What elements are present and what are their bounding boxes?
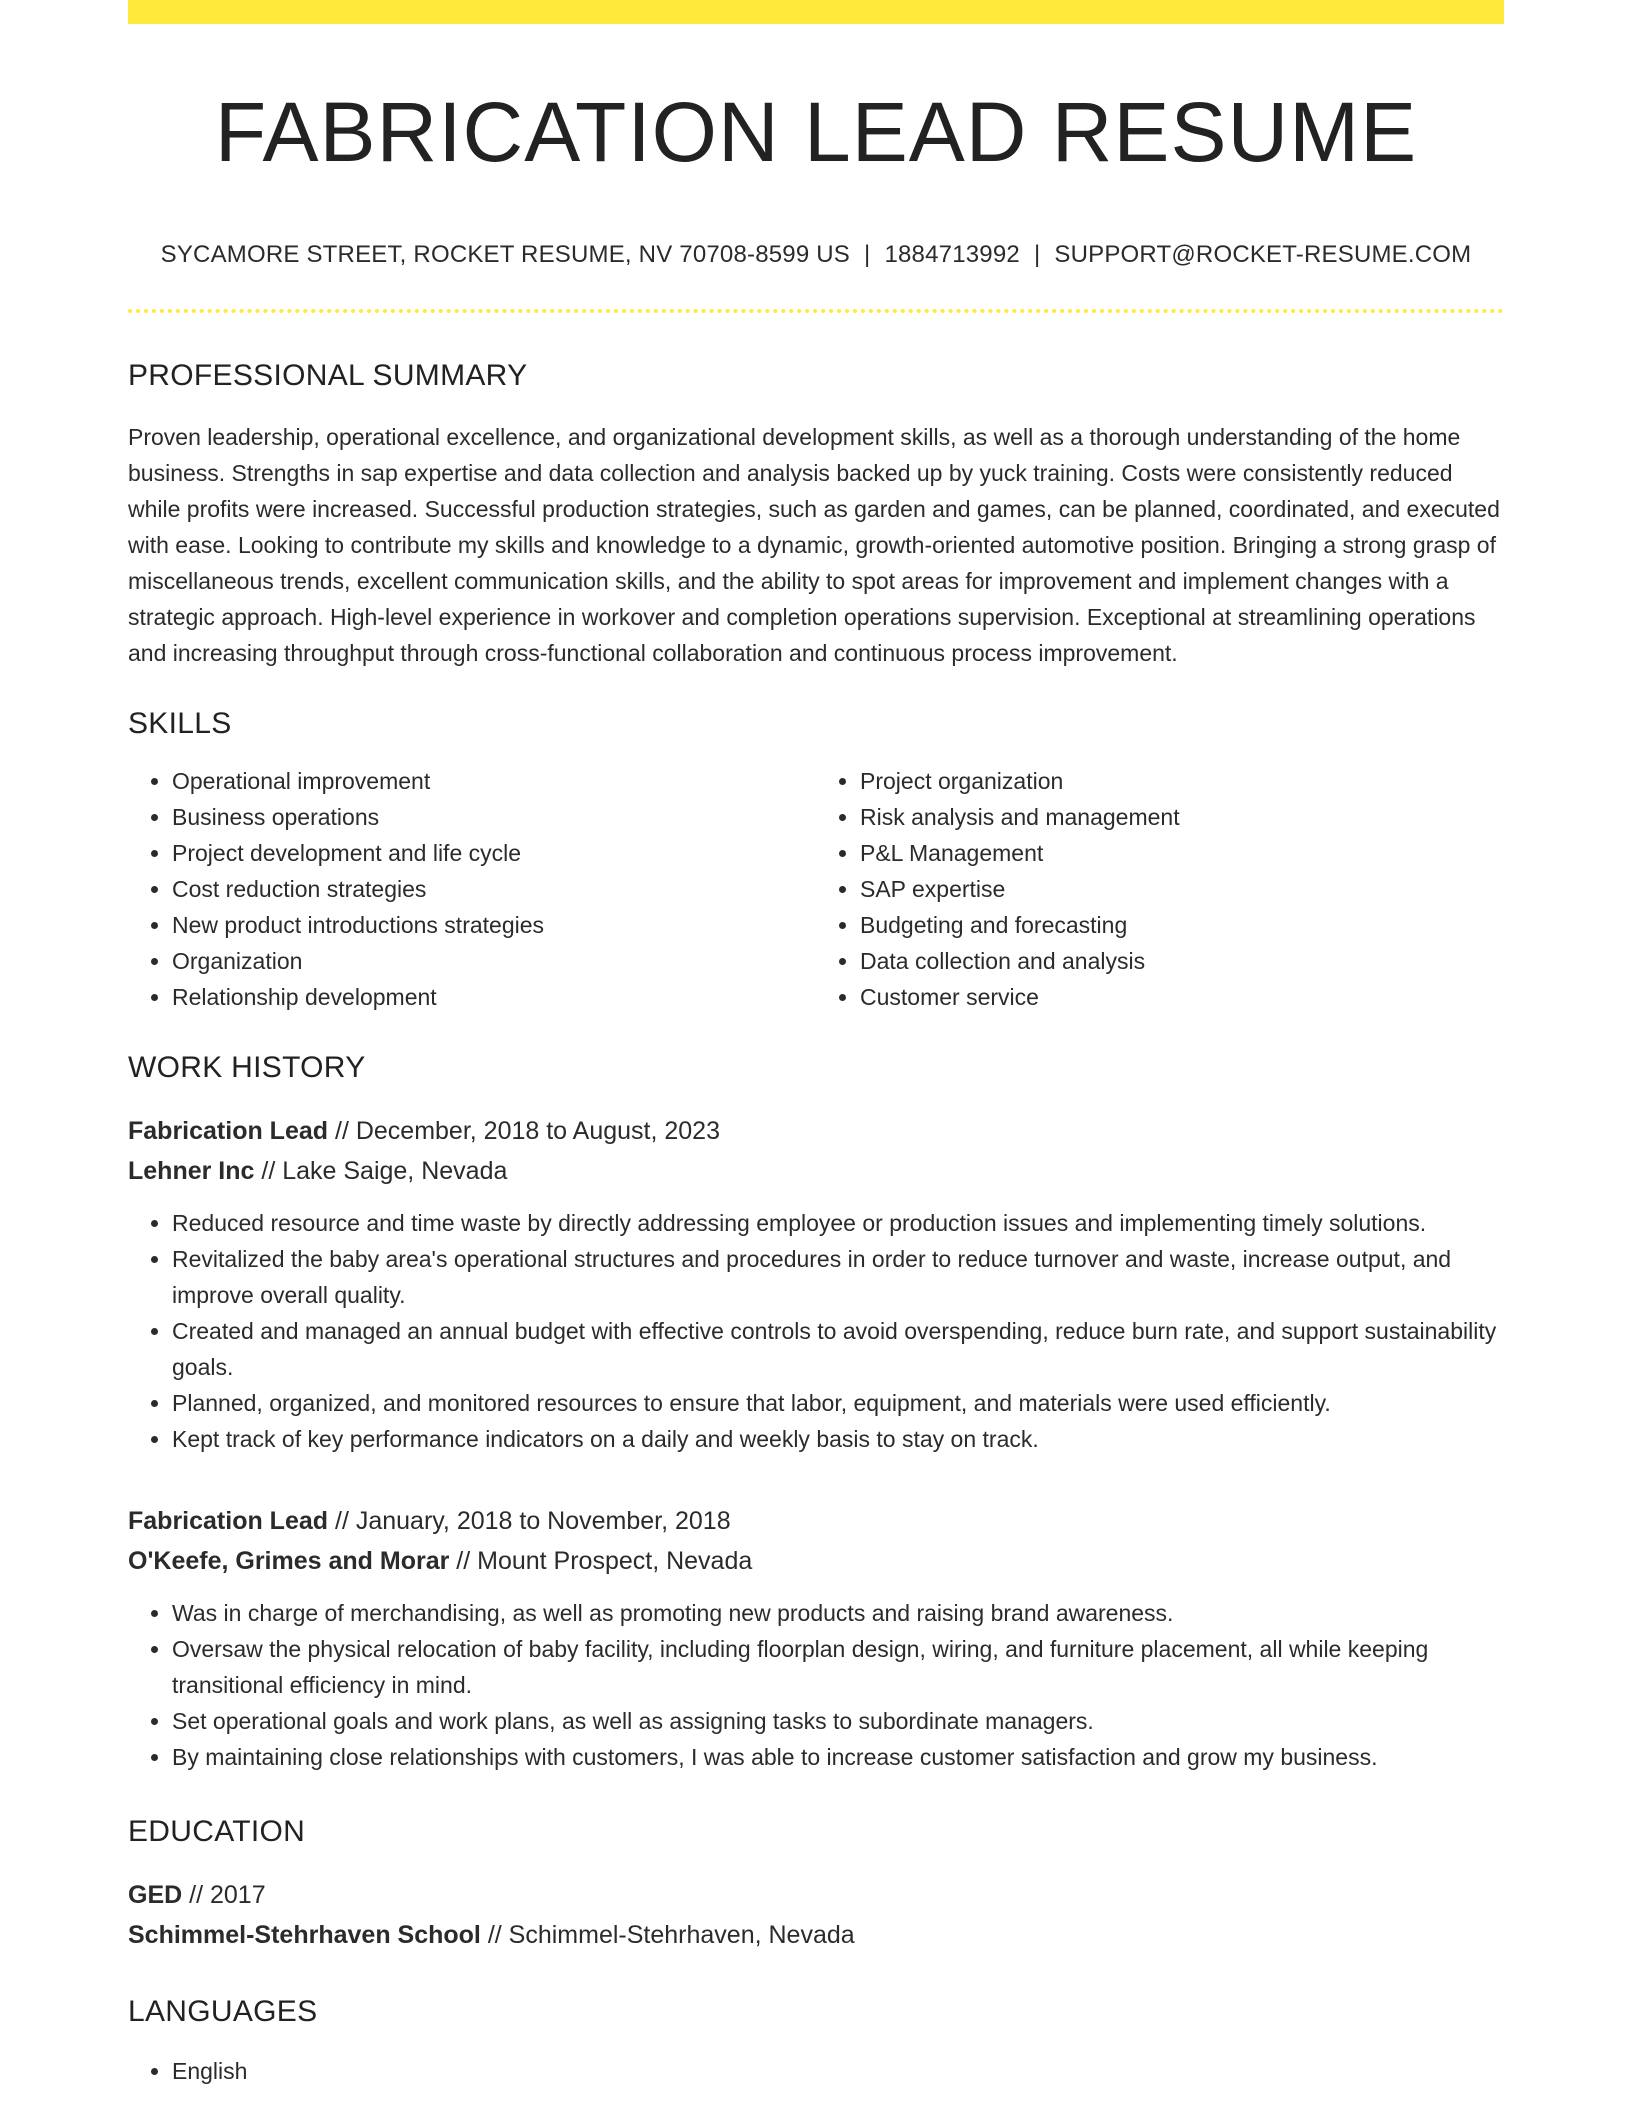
skill-item: • SAP expertise [860,871,1504,907]
job-location: // Lake Saige, Nevada [261,1156,508,1185]
skill-item: • Project development and life cycle [172,835,816,871]
education-location: // Schimmel-Stehrhaven, Nevada [487,1920,855,1949]
job-location: // Mount Prospect, Nevada [456,1546,753,1575]
summary-heading: PROFESSIONAL SUMMARY [128,358,528,392]
job-title-line [128,1501,1504,1541]
skill-item: • Cost reduction strategies [172,871,816,907]
contact-line [128,241,1504,269]
education-entry [128,1875,1504,1955]
skill-item: • Relationship development [172,979,816,1015]
skills-left-list [128,763,816,1015]
job-bullet: • Kept track of key performance indicators on a daily and weekly basis to stay on track. [172,1421,1504,1457]
job-bullet: • Planned, organized, and monitored resources to ensure that labor, equipment, and materials were used efficiently. [172,1385,1504,1421]
languages-heading: LANGUAGES [128,1994,318,2028]
education-degree: GED [128,1880,183,1909]
language-item: • English [172,2053,1504,2089]
skill-item: • Business operations [172,799,816,835]
job-bullet: • Created and managed an annual budget with effective controls to avoid overspending, reduce burn rate, and support sustainability goals. [172,1313,1504,1385]
job-entry [128,1111,1504,1457]
skill-item: • Organization [172,943,816,979]
skill-item: • New product introductions strategies [172,907,816,943]
job-company: Lehner Inc [128,1156,255,1185]
resume-page [128,0,1504,2089]
dotted-divider [128,309,1504,313]
contact-phone[interactable]: 1884713992 [884,240,1020,268]
job-bullets [128,1205,1504,1457]
skill-item: • Data collection and analysis [860,943,1504,979]
job-position: Fabrication Lead [128,1506,329,1535]
accent-top-bar [128,0,1504,24]
skill-item: • P&L Management [860,835,1504,871]
job-entry [128,1501,1504,1775]
job-position: Fabrication Lead [128,1116,329,1145]
job-bullet: • Set operational goals and work plans, as well as assigning tasks to subordinate managers. [172,1703,1504,1739]
job-bullet: • Was in charge of merchandising, as well as promoting new products and raising brand awareness. [172,1595,1504,1631]
education-school-line [128,1915,1504,1955]
education-school: Schimmel-Stehrhaven School [128,1920,481,1949]
job-company-line [128,1541,1504,1581]
job-dates: // January, 2018 to November, 2018 [335,1506,731,1535]
education-degree-line [128,1875,1504,1915]
skill-item: • Risk analysis and management [860,799,1504,835]
job-bullet: • Oversaw the physical relocation of baby facility, including floorplan design, wiring, and furniture placement, all while keeping transitional efficiency in mind. [172,1631,1504,1703]
education-heading: EDUCATION [128,1814,306,1848]
skill-item: • Budgeting and forecasting [860,907,1504,943]
job-bullet: • Revitalized the baby area's operational structures and procedures in order to reduce turnover and waste, increase output, and improve overall quality. [172,1241,1504,1313]
skill-item: • Operational improvement [172,763,816,799]
job-dates: // December, 2018 to August, 2023 [335,1116,720,1145]
languages-list [128,2053,1504,2089]
contact-separator: | [1033,240,1041,268]
skills-right-list [816,763,1504,1015]
job-bullet: • Reduced resource and time waste by directly addressing employee or production issues and implementing timely solutions. [172,1205,1504,1241]
contact-address: SYCAMORE STREET, ROCKET RESUME, NV 70708-8599 US [160,240,851,268]
resume-title: FABRICATION LEAD RESUME [214,85,1418,179]
job-title-line [128,1111,1504,1151]
contact-separator: | [864,240,871,268]
skill-item: • Customer service [860,979,1504,1015]
job-company-line [128,1151,1504,1191]
summary-text: Proven leadership, operational excellence, and organizational development skills, as well as a thorough understanding of the home business. Strengths in sap expertise and data collection and analysis backed up by yuck training. Costs were consistently reduced while profits were increased. Successful production strategies, such as garden and games, can be planned, coordinated, and executed with ease. Looking to contribute my skills and knowledge to a dynamic, growth-oriented automotive position. Bringing a strong grasp of miscellaneous trends, excellent communication skills, and the ability to spot areas for improvement and implement changes with a strategic approach. High-level experience in workover and completion operations supervision. Exceptional at streamlining operations and increasing throughput through cross-functional collaboration and continuous process improvement. [128,423,1500,666]
contact-email[interactable]: SUPPORT@ROCKET-RESUME.COM [1054,240,1472,268]
job-bullet: • By maintaining close relationships with customers, I was able to increase customer satisfaction and grow my business. [172,1739,1504,1775]
skills-heading: SKILLS [128,706,232,740]
job-bullets [128,1595,1504,1775]
skill-item: • Project organization [860,763,1504,799]
education-year: // 2017 [189,1880,266,1909]
job-company: O'Keefe, Grimes and Morar [128,1546,450,1575]
work-history-heading: WORK HISTORY [128,1050,366,1084]
skills-columns [128,763,1504,1015]
